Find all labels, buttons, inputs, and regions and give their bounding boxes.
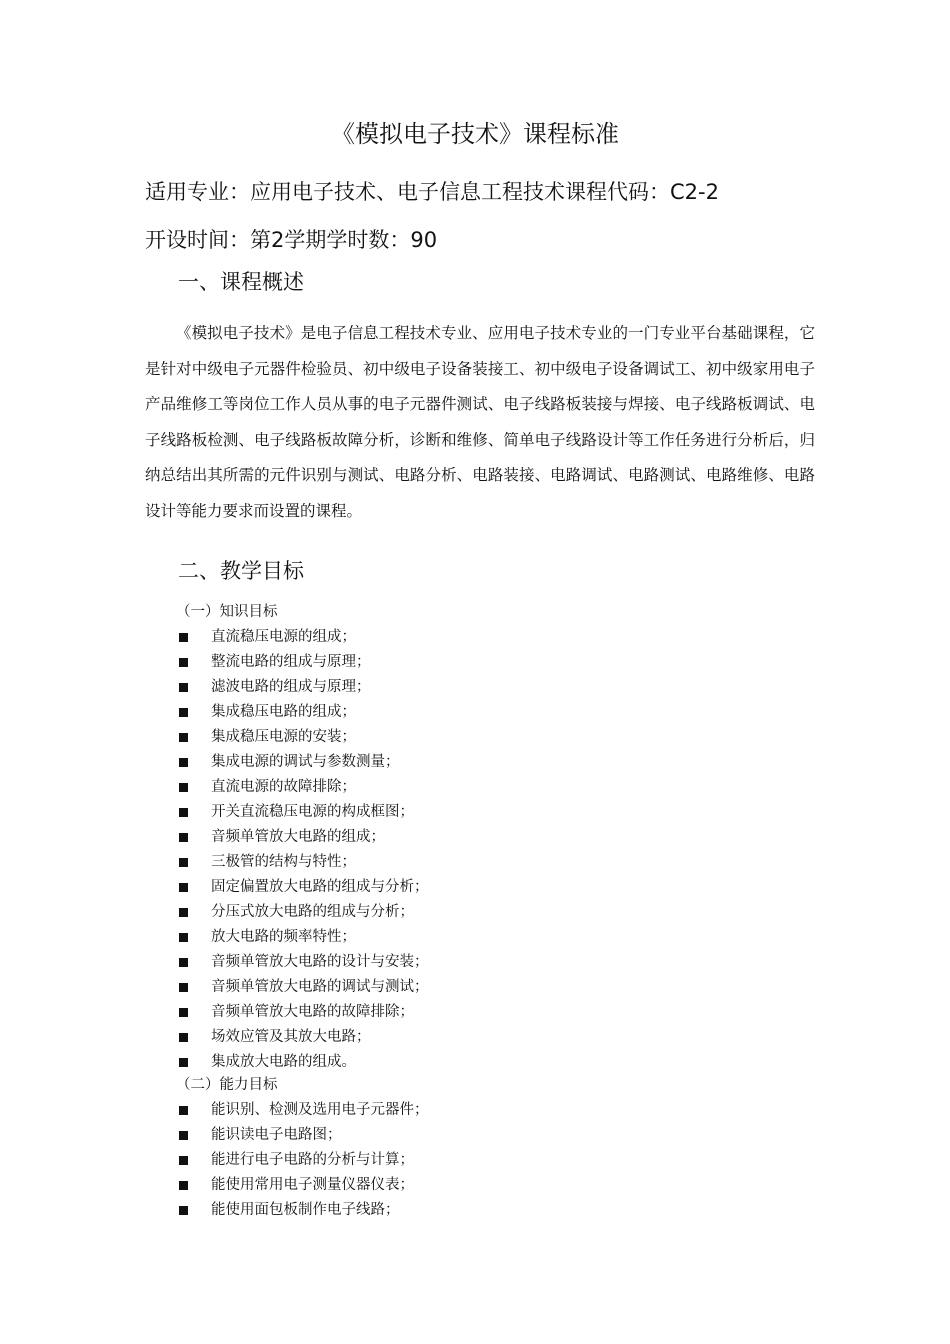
knowledge-objectives-list bbox=[176, 625, 429, 1075]
list-item-text: 分压式放大电路的组成与分析； bbox=[211, 904, 414, 920]
square-bullet-icon bbox=[179, 783, 188, 792]
list-item-text: 集成稳压电路的组成； bbox=[211, 704, 356, 720]
list-item-text: 能识读电子电路图； bbox=[211, 1127, 342, 1143]
square-bullet-icon bbox=[179, 883, 188, 892]
list-item bbox=[176, 725, 429, 750]
square-bullet-icon bbox=[179, 633, 188, 642]
list-item-text: 固定偏置放大电路的组成与分析； bbox=[211, 879, 429, 895]
list-item bbox=[176, 650, 429, 675]
knowledge-objectives bbox=[176, 600, 429, 1075]
list-item bbox=[176, 1198, 429, 1223]
ability-objectives-list bbox=[176, 1098, 429, 1223]
list-item-text: 三极管的结构与特性； bbox=[211, 854, 356, 870]
list-item-text: 音频单管放大电路的设计与安装； bbox=[211, 954, 429, 970]
list-item-text: 音频单管放大电路的组成； bbox=[211, 829, 385, 845]
list-item-text: 场效应管及其放大电路； bbox=[211, 1029, 371, 1045]
square-bullet-icon bbox=[179, 1206, 188, 1215]
square-bullet-icon bbox=[179, 658, 188, 667]
list-item bbox=[176, 1050, 429, 1075]
square-bullet-icon bbox=[179, 733, 188, 742]
section-heading-objectives: 二、教学目标 bbox=[178, 559, 304, 583]
knowledge-objectives-heading: （一）知识目标 bbox=[176, 604, 278, 620]
square-bullet-icon bbox=[179, 708, 188, 717]
list-item-text: 开关直流稳压电源的构成框图； bbox=[211, 804, 414, 820]
list-item bbox=[176, 675, 429, 700]
list-item bbox=[176, 975, 429, 1000]
list-item-text: 能使用常用电子测量仪器仪表； bbox=[211, 1177, 414, 1193]
square-bullet-icon bbox=[179, 1131, 188, 1140]
square-bullet-icon bbox=[179, 833, 188, 842]
list-item-text: 放大电路的频率特性； bbox=[211, 929, 356, 945]
square-bullet-icon bbox=[179, 858, 188, 867]
square-bullet-icon bbox=[179, 958, 188, 967]
list-item bbox=[176, 700, 429, 725]
ability-objectives bbox=[176, 1073, 429, 1223]
header-line-major-code: 适用专业：应用电子技术、电子信息工程技术课程代码：C2-2 bbox=[145, 180, 719, 204]
list-item bbox=[176, 1098, 429, 1123]
list-item-text: 整流电路的组成与原理； bbox=[211, 654, 371, 670]
header-line-term-hours: 开设时间：第2学期学时数：90 bbox=[145, 228, 438, 252]
list-item-text: 直流稳压电源的组成； bbox=[211, 629, 356, 645]
list-item bbox=[176, 900, 429, 925]
list-item bbox=[176, 850, 429, 875]
list-item-text: 能识别、检测及选用电子元器件； bbox=[211, 1102, 429, 1118]
list-item-text: 集成稳压电源的安装； bbox=[211, 729, 356, 745]
square-bullet-icon bbox=[179, 1106, 188, 1115]
list-item-text: 滤波电路的组成与原理； bbox=[211, 679, 371, 695]
square-bullet-icon bbox=[179, 1181, 188, 1190]
document-title: 《模拟电子技术》课程标准 bbox=[331, 120, 619, 148]
square-bullet-icon bbox=[179, 758, 188, 767]
list-item-text: 直流电源的故障排除； bbox=[211, 779, 356, 795]
list-item bbox=[176, 1025, 429, 1050]
list-item-text: 音频单管放大电路的故障排除； bbox=[211, 1004, 414, 1020]
list-item bbox=[176, 1148, 429, 1173]
list-item-text: 能进行电子电路的分析与计算； bbox=[211, 1152, 414, 1168]
list-item bbox=[176, 1173, 429, 1198]
ability-objectives-heading: （二）能力目标 bbox=[176, 1077, 278, 1093]
overview-paragraph: 《模拟电子技术》是电子信息工程技术专业、应用电子技术专业的一门专业平台基础课程，它是针对中级电子元器件检验员、初中级电子设备装接工、初中级电子设备调试工、初中级家用电子产品维修工等岗位工作人员从事的电子元器件测试、电子线路板装接与焊接、电子线路板调试、电子线路板检测、电子线路板故障分析，诊断和维修、简单电子线路设计等工作任务进行分析后，归纳总结出其所需的元件识别与测试、电路分析、电路装接、电路调试、电路测试、电路维修、电路设计等能力要求而设置的课程。 bbox=[145, 324, 815, 520]
square-bullet-icon bbox=[179, 1008, 188, 1017]
list-item bbox=[176, 925, 429, 950]
square-bullet-icon bbox=[179, 808, 188, 817]
list-item bbox=[176, 750, 429, 775]
square-bullet-icon bbox=[179, 1058, 188, 1067]
square-bullet-icon bbox=[179, 683, 188, 692]
list-item bbox=[176, 800, 429, 825]
square-bullet-icon bbox=[179, 983, 188, 992]
square-bullet-icon bbox=[179, 933, 188, 942]
list-item-text: 音频单管放大电路的调试与测试； bbox=[211, 979, 429, 995]
list-item bbox=[176, 625, 429, 650]
list-item bbox=[176, 775, 429, 800]
list-item bbox=[176, 1000, 429, 1025]
list-item bbox=[176, 875, 429, 900]
list-item bbox=[176, 825, 429, 850]
list-item-text: 集成电源的调试与参数测量； bbox=[211, 754, 400, 770]
list-item-text: 集成放大电路的组成。 bbox=[211, 1054, 356, 1070]
list-item-text: 能使用面包板制作电子线路； bbox=[211, 1202, 400, 1218]
list-item bbox=[176, 1123, 429, 1148]
list-item bbox=[176, 950, 429, 975]
square-bullet-icon bbox=[179, 1156, 188, 1165]
square-bullet-icon bbox=[179, 908, 188, 917]
square-bullet-icon bbox=[179, 1033, 188, 1042]
section-heading-overview: 一、课程概述 bbox=[178, 270, 304, 294]
